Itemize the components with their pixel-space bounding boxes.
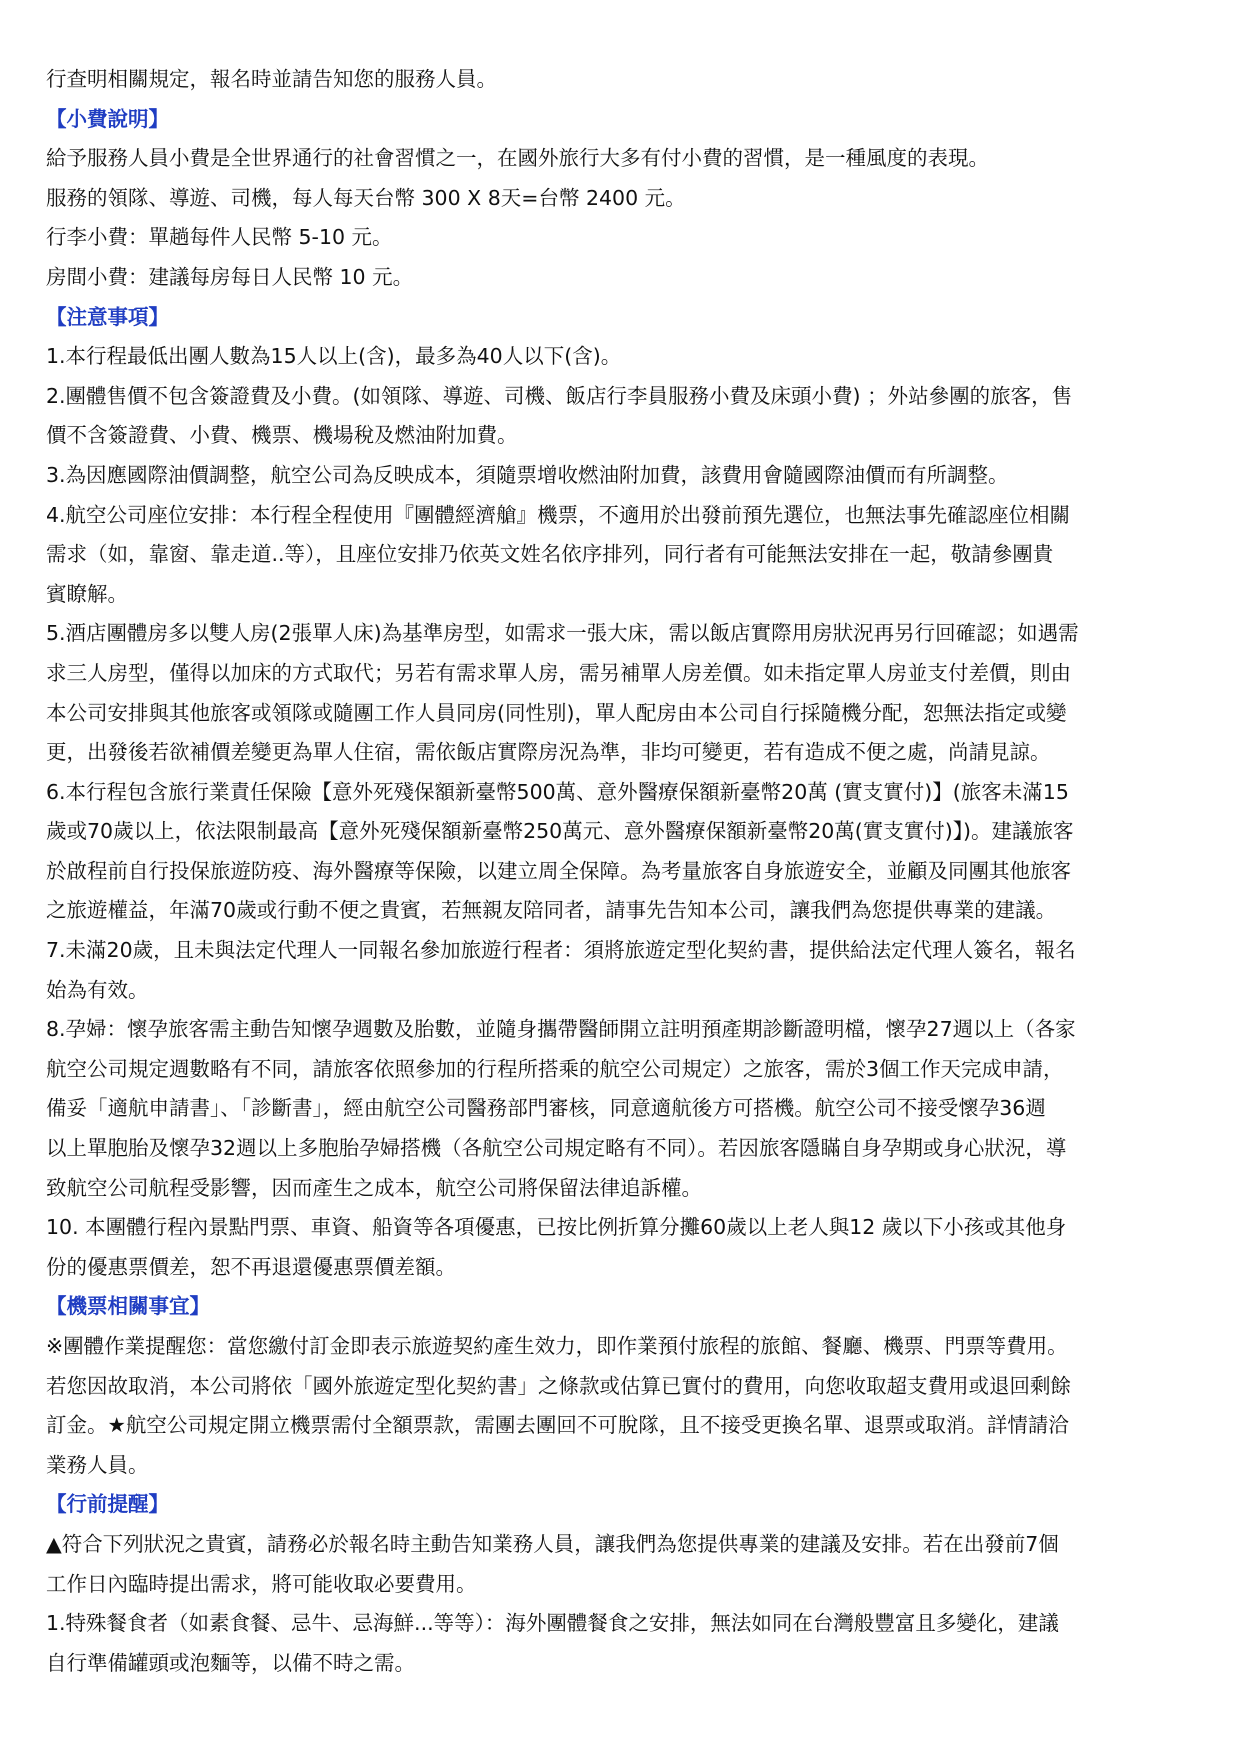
- text-line: 3.為因應國際油價調整，航空公司為反映成本，須隨票增收燃油附加費，該費用會隨國際油價而有所調整。: [46, 462, 1009, 487]
- section-heading: 【行前提醒】: [46, 1492, 169, 1517]
- text-line: 歲或70歲以上，依法限制最高【意外死殘保額新臺幣250萬元、意外醫療保額新臺幣20萬(實支實付)】)。建議旅客: [46, 819, 1074, 844]
- text-line: 訂金。★航空公司規定開立機票需付全額票款，需團去團回不可脫隊，且不接受更換名單、退票或取消。詳情請洽: [46, 1413, 1069, 1438]
- text-line: 若您因故取消，本公司將依「國外旅遊定型化契約書」之條款或估算已實付的費用，向您收取超支費用或退回剩餘: [46, 1373, 1071, 1398]
- text-line: 10. 本團體行程內景點門票、車資、船資等各項優惠，已按比例折算分攤60歲以上老人與12 歲以下小孩或其他身: [46, 1215, 1067, 1240]
- text-line: 更，出發後若欲補價差變更為單人住宿，需依飯店實際房況為準，非均可變更，若有造成不便之處，尚請見諒。: [46, 740, 1051, 765]
- text-line: 服務的領隊、導遊、司機，每人每天台幣 300 X 8天=台幣 2400 元。: [46, 185, 686, 210]
- text-line: 本公司安排與其他旅客或領隊或隨團工作人員同房(同性別)，單人配房由本公司自行採隨機分配，恕無法指定或變: [46, 700, 1067, 725]
- text-line: 行李小費：單趟每件人民幣 5-10 元。: [46, 225, 393, 250]
- text-line: 6.本行程包含旅行業責任保險【意外死殘保額新臺幣500萬、意外醫療保額新臺幣20萬 (實支實付)】(旅客未滿15: [46, 779, 1069, 804]
- text-line: 求三人房型，僅得以加床的方式取代；另若有需求單人房，需另補單人房差價。如未指定單人房並支付差價，則由: [46, 660, 1071, 685]
- section-heading: 【注意事項】: [46, 304, 169, 329]
- text-line: 自行準備罐頭或泡麵等，以備不時之需。: [46, 1650, 415, 1675]
- text-line: ▲符合下列狀況之貴賓，請務必於報名時主動告知業務人員，讓我們為您提供專業的建議及安排。若在出發前7個: [46, 1531, 1059, 1556]
- text-line: 賓瞭解。: [46, 581, 128, 606]
- text-line: 房間小費：建議每房每日人民幣 10 元。: [46, 264, 414, 289]
- text-line: 5.酒店團體房多以雙人房(2張單人床)為基準房型，如需求一張大床，需以飯店實際用房狀況再另行回確認；如遇需: [46, 621, 1079, 646]
- text-line: 致航空公司航程受影響，因而產生之成本，航空公司將保留法律追訴權。: [46, 1175, 702, 1200]
- text-line: 航空公司規定週數略有不同，請旅客依照參加的行程所搭乘的航空公司規定）之旅客，需於3個工作天完成申請，: [46, 1056, 1064, 1081]
- text-line: 行查明相關規定，報名時並請告知您的服務人員。: [46, 67, 497, 91]
- text-line: 以上單胞胎及懷孕32週以上多胞胎孕婦搭機（各航空公司規定略有不同）。若因旅客隱瞞自身孕期或身心狀況，導: [46, 1136, 1067, 1161]
- text-line: 1.特殊餐食者（如素食餐、忌牛、忌海鮮...等等）：海外團體餐食之安排，無法如同在台灣般豐富且多變化，建議: [46, 1611, 1059, 1636]
- text-line: 備妥「適航申請書」、「診斷書」，經由航空公司醫務部門審核，同意適航後方可搭機。航空公司不接受懷孕36週: [46, 1096, 1046, 1121]
- section-heading: 【小費說明】: [46, 106, 169, 131]
- text-line: 2.團體售價不包含簽證費及小費。(如領隊、導遊、司機、飯店行李員服務小費及床頭小費) ；外站參團的旅客，售: [46, 383, 1073, 408]
- text-line: 需求（如，靠窗、靠走道..等），且座位安排乃依英文姓名依序排列，同行者有可能無法安排在一起，敬請參團貴: [46, 542, 1054, 567]
- text-line: 價不含簽證費、小費、機票、機場稅及燃油附加費。: [46, 423, 518, 448]
- text-line: 業務人員。: [46, 1452, 149, 1477]
- text-line: 給予服務人員小費是全世界通行的社會習慣之一，在國外旅行大多有付小費的習慣，是一種風度的表現。: [46, 146, 989, 171]
- text-line: 工作日內臨時提出需求，將可能收取必要費用。: [46, 1571, 477, 1596]
- text-line: 4.航空公司座位安排：本行程全程使用『團體經濟艙』機票，不適用於出發前預先選位，也無法事先確認座位相關: [46, 502, 1071, 527]
- text-line: 始為有效。: [46, 977, 149, 1002]
- section-heading: 【機票相關事宜】: [46, 1294, 210, 1319]
- text-line: ※團體作業提醒您：當您繳付訂金即表示旅遊契約產生效力，即作業預付旅程的旅館、餐廳、機票、門票等費用。: [46, 1334, 1068, 1358]
- text-line: 7.未滿20歲，且未與法定代理人一同報名參加旅遊行程者：須將旅遊定型化契約書，提供給法定代理人簽名，報名: [46, 938, 1076, 963]
- text-line: 之旅遊權益，年滿70歲或行動不便之貴賓，若無親友陪同者，請事先告知本公司，讓我們為您提供專業的建議。: [46, 898, 1057, 923]
- text-line: 份的優惠票價差，恕不再退還優惠票價差額。: [46, 1254, 456, 1279]
- document-page: [46, 60, 1206, 1683]
- text-line: 8.孕婦：懷孕旅客需主動告知懷孕週數及胎數，並隨身攜帶醫師開立註明預產期診斷證明檔，懷孕27週以上（各家: [46, 1017, 1076, 1042]
- text-line: 1.本行程最低出團人數為15人以上(含)，最多為40人以下(含)。: [46, 344, 622, 369]
- text-line: 於啟程前自行投保旅遊防疫、海外醫療等保險，以建立周全保障。為考量旅客自身旅遊安全，並顧及同團其他旅客: [46, 858, 1071, 883]
